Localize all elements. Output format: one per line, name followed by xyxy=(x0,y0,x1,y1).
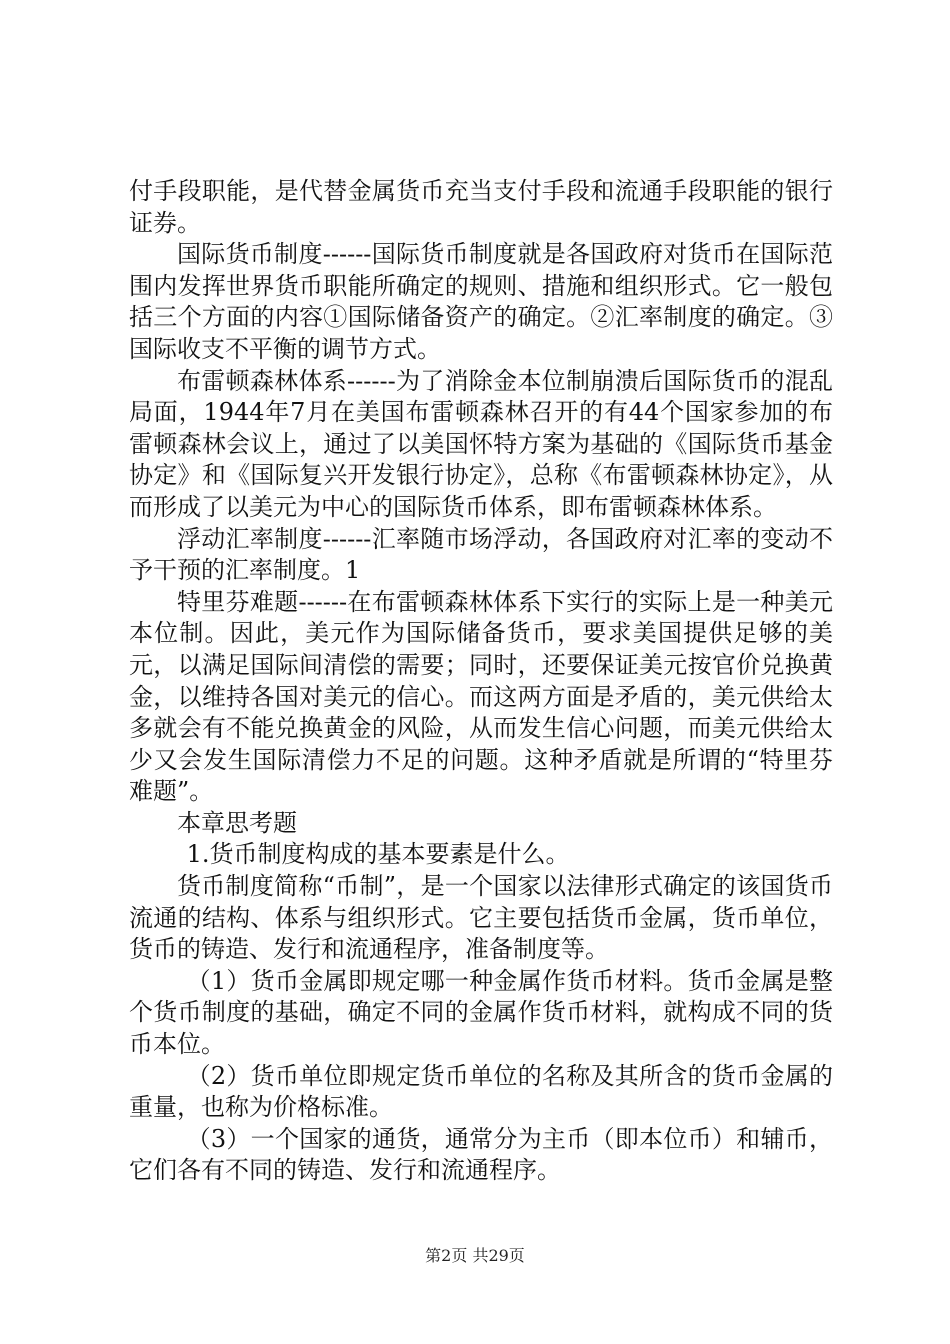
paragraph-bretton-woods: 布雷顿森林体系------为了消除金本位制崩溃后国际货币的混乱局面，1944年7月在美国布雷顿森林召开的有44个国家参加的布雷顿森林会议上，通过了以美国怀特方案为基础的《国际货币基金协定》和《国际复兴开发银行协定》，总称《布雷顿森林协定》，从而形成了以美元为中心的国际货币体系，即布雷顿森林体系。 xyxy=(129,366,833,521)
question-1: 1.货币制度构成的基本要素是什么。 xyxy=(186,840,570,869)
answer-point-3: （3）一个国家的通货，通常分为主币（即本位币）和辅币，它们各有不同的铸造、发行和流通程序。 xyxy=(129,1124,833,1185)
paragraph-triffin-dilemma: 特里芬难题------在布雷顿森林体系下实行的实际上是一种美元本位制。因此，美元作为国际储备货币，要求美国提供足够的美元，以满足国际间清偿的需要；同时，还要保证美元按官价兑换黄金，以维持各国对美元的信心。而这两方面是矛盾的，美元供给太多就会有不能兑换黄金的风险，从而发生信心问题，而美元供给太少又会发生国际清偿力不足的问题。这种矛盾就是所谓的“特里芬难题”。 xyxy=(129,587,833,806)
answer-point-2: （2）货币单位即规定货币单位的名称及其所含的货币金属的重量，也称为价格标准。 xyxy=(129,1061,833,1122)
answer-point-1: （1）货币金属即规定哪一种金属作货币材料。货币金属是整个货币制度的基础，确定不同的金属作货币材料，就构成不同的货币本位。 xyxy=(129,966,833,1059)
paragraph-continuation: 付手段职能，是代替金属货币充当支付手段和流通手段职能的银行证券。 xyxy=(129,177,833,237)
document-body xyxy=(129,176,833,1187)
section-heading-review-questions: 本章思考题 xyxy=(177,808,297,837)
page-number-footer: 第2页 共29页 xyxy=(425,1246,525,1265)
answer-paragraph: 货币制度简称“币制”，是一个国家以法律形式确定的该国货币流通的结构、体系与组织形式。它主要包括货币金属，货币单位，货币的铸造、发行和流通程序，准备制度等。 xyxy=(129,872,833,964)
paragraph-floating-exchange-rate: 浮动汇率制度------汇率随市场浮动，各国政府对汇率的变动不予干预的汇率制度。1 xyxy=(129,524,833,585)
paragraph-international-monetary-system: 国际货币制度------国际货币制度就是各国政府对货币在国际范围内发挥世界货币职能所确定的规则、措施和组织形式。它一般包括三个方面的内容①国际储备资产的确定。②汇率制度的确定。③国际收支不平衡的调节方式。 xyxy=(129,240,833,363)
